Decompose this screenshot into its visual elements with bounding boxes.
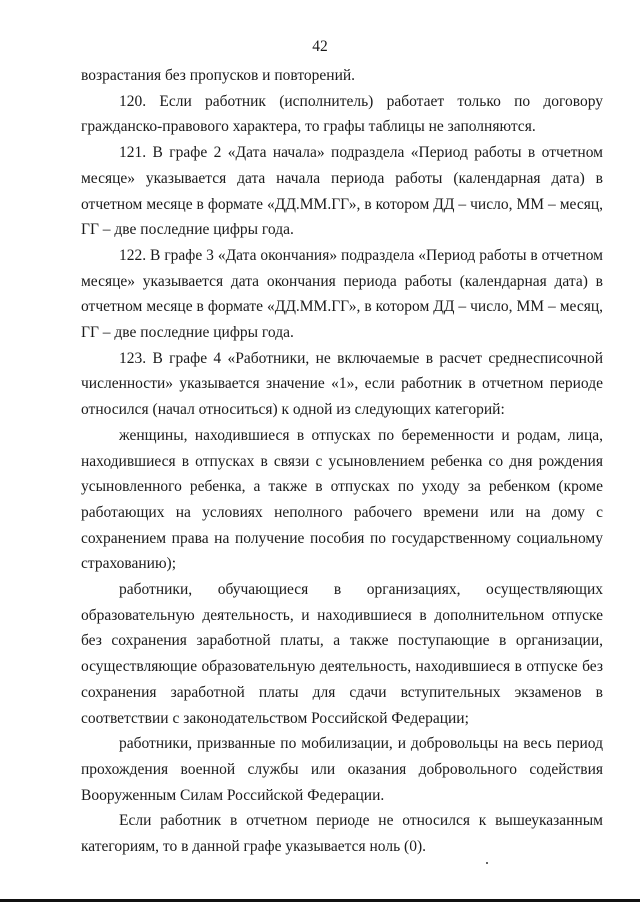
- paragraph-item-120: 120. Если работник (исполнитель) работает только по договору гражданско-правового характера, то графы таблицы не заполняются.: [81, 92, 603, 136]
- paragraph-item-123: 123. В графе 4 «Работники, не включаемые в расчет среднесписочной численности» указывается значение «1», если работник в отчетном периоде относился (начал относиться) к одной из следующих категорий:: [81, 349, 603, 419]
- paragraph-item-122: 122. В графе 3 «Дата окончания» подраздела «Период работы в отчетном месяце» указывается дата окончания периода работы (календарная дата) в отчетном месяце в формате «ДД.ММ.ГГ», в котором ДД – число, ММ – месяц, ГГ – две последние цифры года.: [81, 246, 603, 342]
- list-item-students: работники, обучающиеся в организациях, осуществляющих образовательную деятельность, и находившиеся в дополнительном отпуске без сохранения заработной платы, а также поступающие в организации, осуществляющие образовательную деятельность, находившиеся в отпуске без сохранения заработной платы для сдачи вступительных экзаменов в соответствии с законодательством Российской Федерации;: [81, 581, 603, 727]
- paragraph-item-121: 121. В графе 2 «Дата начала» подраздела «Период работы в отчетном месяце» указывается дата начала периода работы (календарная дата) в отчетном месяце в формате «ДД.ММ.ГГ», в котором ДД – число, ММ – месяц, ГГ – две последние цифры года.: [81, 144, 603, 239]
- paragraph-zero-value: Если работник в отчетном периоде не относился к вышеуказанным категориям, то в данной графе указывается ноль (0).: [81, 812, 603, 856]
- page-number: 42: [312, 38, 328, 55]
- list-item-women-leave: женщины, находившиеся в отпусках по беременности и родам, лица, находившиеся в отпусках в связи с усыновлением ребенка со дня рождения усыновленного ребенка, а также в отпусках по уходу за ребенком (кроме работающих на условиях неполного рабочего времени или на дому с сохранением права на получение пособия по государственному социальному страхованию);: [81, 426, 603, 573]
- document-body: [81, 63, 603, 860]
- scan-bottom-edge: [0, 899, 640, 902]
- list-item-mobilized: работники, призванные по мобилизации, и добровольцы на весь период прохождения военной службы или оказания добровольного содействия Вооруженным Силам Российской Федерации.: [81, 735, 603, 804]
- scan-speck: [486, 862, 488, 864]
- paragraph-continuation: возрастания без пропусков и повторений.: [81, 67, 356, 84]
